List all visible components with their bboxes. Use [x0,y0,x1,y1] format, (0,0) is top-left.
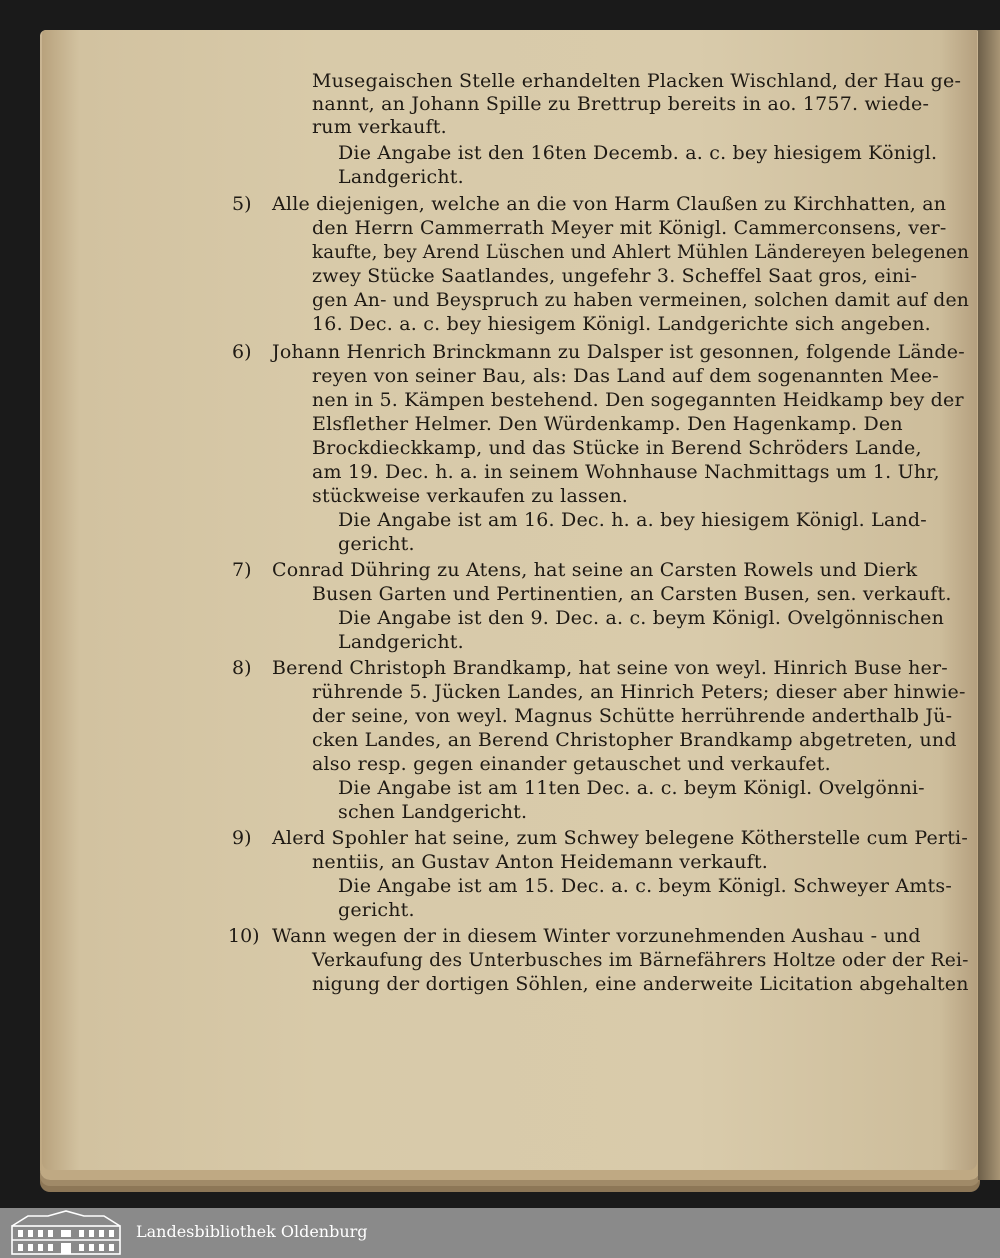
text-line: Elsflether Helmer. Den Würdenkamp. Den Hagenkamp. Den [312,413,903,435]
library-building-icon [8,1210,124,1256]
text-line: Conrad Dühring zu Atens, hat seine an Carsten Rowels und Dierk [272,559,918,581]
text-line: Die Angabe ist am 11ten Dec. a. c. beym Königl. Ovelgönni- [338,777,925,799]
text-line: am 19. Dec. h. a. in seinem Wohnhause Nachmittags um 1. Uhr, [312,461,940,483]
text-line: cken Landes, an Berend Christopher Brandkamp abgetreten, und [312,729,957,751]
text-line: Verkaufung des Unterbusches im Bärnefährers Holtze oder der Rei- [312,949,969,971]
text-line: nannt, an Johann Spille zu Brettrup bereits in ao. 1757. wiede- [312,93,930,115]
text-line: 16. Dec. a. c. bey hiesigem Königl. Landgerichte sich angeben. [312,313,931,335]
text-line: rührende 5. Jücken Landes, an Hinrich Peters; dieser aber hinwie- [312,681,966,703]
text-line: nigung der dortigen Söhlen, eine anderweite Licitation abgehalten [312,973,969,995]
footer-bar [0,1208,1000,1258]
entry-number: 10) [228,925,260,947]
text-line: gen An- und Beyspruch zu haben vermeinen, solchen damit auf den [312,289,970,311]
entry-number: 8) [232,657,252,679]
text-line: Landgericht. [338,166,464,188]
entry-number: 9) [232,827,252,849]
text-line: Wann wegen der in diesem Winter vorzunehmenden Aushau - und [272,925,921,947]
text-line: gericht. [338,899,415,921]
text-line: Die Angabe ist den 9. Dec. a. c. beym Königl. Ovelgönnischen [338,607,945,629]
text-line: Alerd Spohler hat seine, zum Schwey belegene Kötherstelle cum Perti- [272,827,968,849]
page-text-block [42,30,977,1170]
text-line: schen Landgericht. [338,801,528,823]
entry-number: 5) [232,193,252,215]
text-line: nentiis, an Gustav Anton Heidemann verkauft. [312,851,768,873]
library-name: Landesbibliothek Oldenburg [136,1222,368,1241]
text-line: gericht. [338,533,415,555]
text-line: also resp. gegen einander getauschet und verkaufet. [312,753,831,775]
text-line: reyen von seiner Bau, als: Das Land auf dem sogenannten Mee- [312,365,939,387]
text-line: Die Angabe ist am 16. Dec. h. a. bey hiesigem Königl. Land- [338,509,927,531]
text-line: rum verkauft. [312,116,447,138]
text-line: Die Angabe ist am 15. Dec. a. c. beym Königl. Schweyer Amts- [338,875,952,897]
text-line: nen in 5. Kämpen bestehend. Den sogegannten Heidkamp bey der [312,389,964,411]
text-line: Alle diejenigen, welche an die von Harm Claußen zu Kirchhatten, an [272,193,947,215]
text-line: Johann Henrich Brinckmann zu Dalsper ist gesonnen, folgende Lände- [272,341,965,363]
text-line: der seine, von weyl. Magnus Schütte herrührende anderthalb Jü- [312,705,953,727]
next-page-edge [978,30,1000,1180]
text-line: Landgericht. [338,631,464,653]
text-line: Busen Garten und Pertinentien, an Carsten Busen, sen. verkauft. [312,583,952,605]
text-line: stückweise verkaufen zu lassen. [312,485,628,507]
entry-number: 6) [232,341,252,363]
text-line: Berend Christoph Brandkamp, hat seine von weyl. Hinrich Buse her- [272,657,948,679]
text-line: kaufte, bey Arend Lüschen und Ahlert Mühlen Ländereyen belegenen [312,241,969,263]
text-line: Die Angabe ist den 16ten Decemb. a. c. bey hiesigem Königl. [338,142,938,164]
text-line: den Herrn Cammerrath Meyer mit Königl. Cammerconsens, ver- [312,217,947,239]
text-line: Musegaischen Stelle erhandelten Placken Wischland, der Hau ge- [312,70,962,92]
text-line: zwey Stücke Saatlandes, ungefehr 3. Scheffel Saat gros, eini- [312,265,918,287]
document-page [42,30,977,1170]
text-line: Brockdieckkamp, und das Stücke in Berend Schröders Lande, [312,437,922,459]
entry-number: 7) [232,559,252,581]
